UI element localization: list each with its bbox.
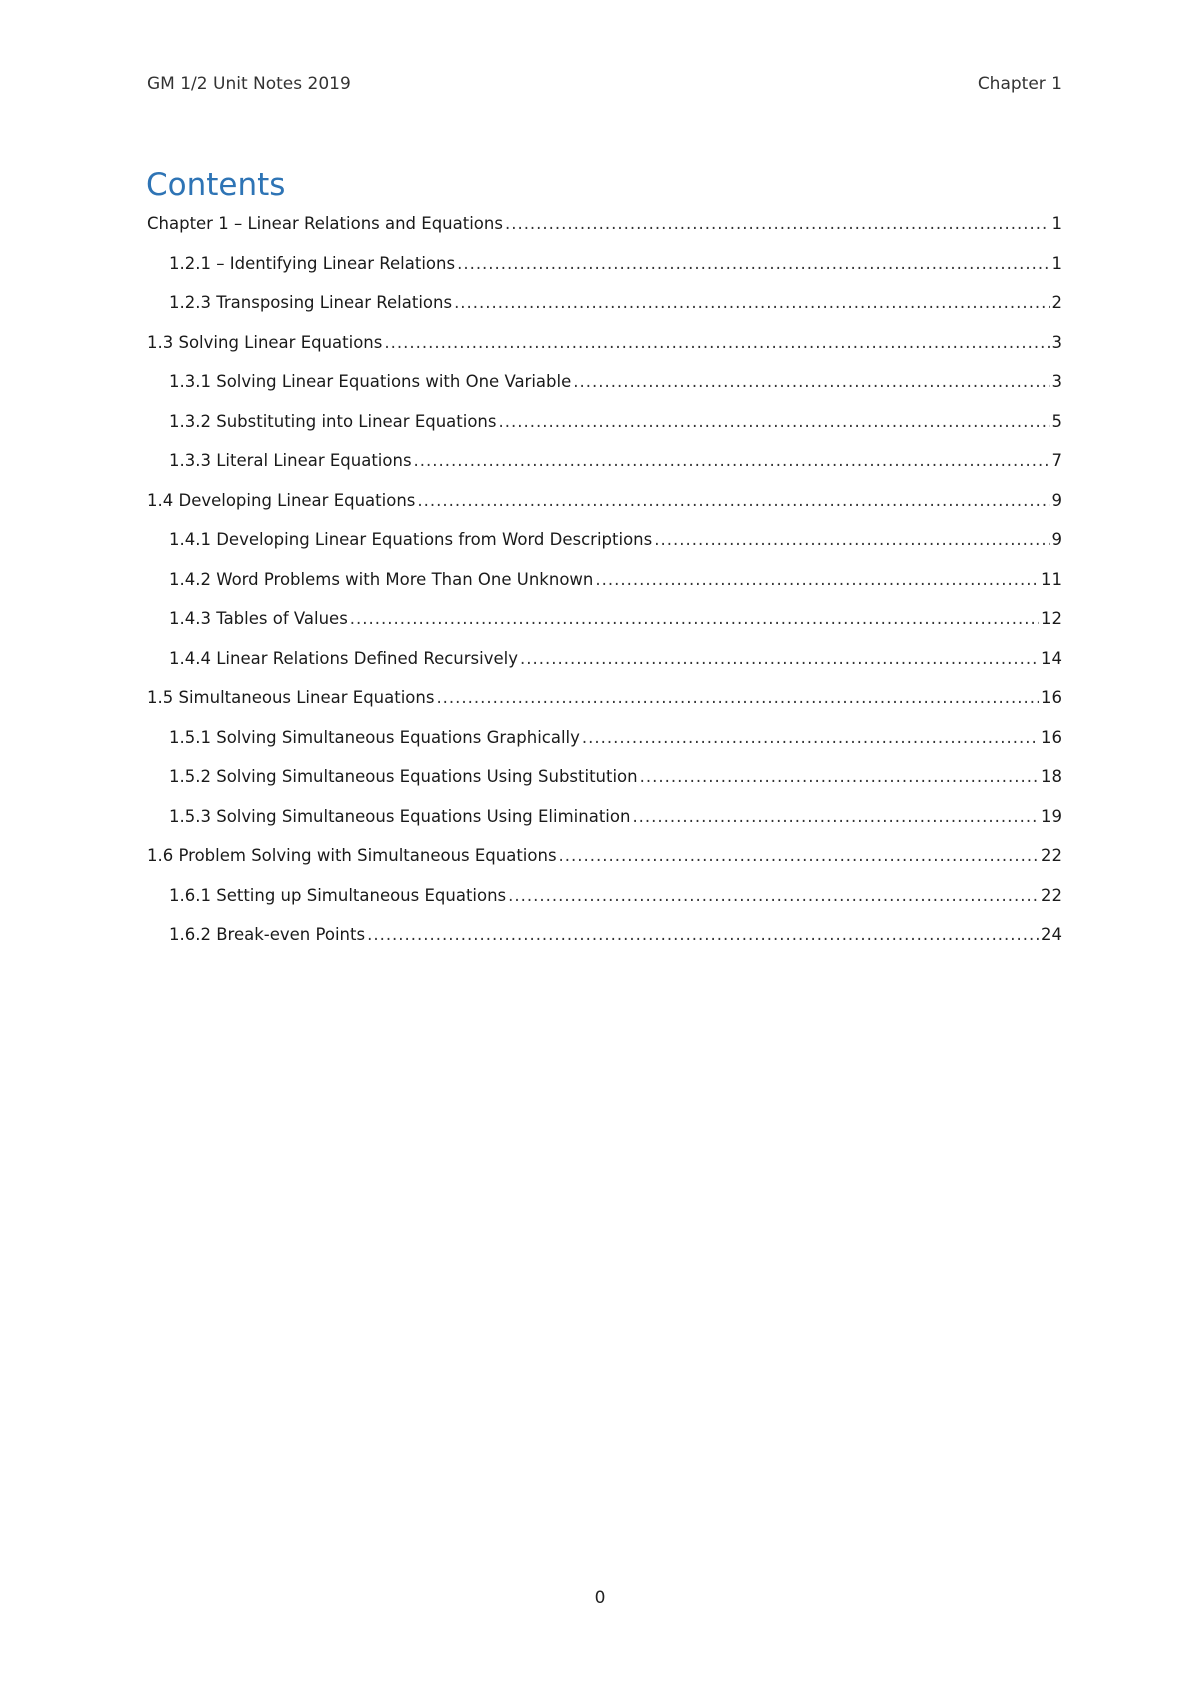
toc-entry[interactable] [147, 254, 1062, 294]
toc-entry-title[interactable]: 1.5.1 Solving Simultaneous Equations Graphically [169, 727, 580, 747]
toc-entry-page[interactable]: 3 [1051, 332, 1062, 352]
toc-entry-title[interactable]: 1.6 Problem Solving with Simultaneous Equations [147, 846, 557, 865]
toc-dot-leader [573, 372, 1049, 391]
toc-entry-title[interactable]: 1.3.2 Substituting into Linear Equations [169, 411, 497, 431]
toc-dot-leader [414, 451, 1050, 470]
toc-entry-title[interactable]: 1.6.1 Setting up Simultaneous Equations [169, 885, 507, 905]
toc-entry[interactable] [147, 293, 1062, 333]
toc-entry-page[interactable]: 1 [1051, 253, 1062, 273]
toc-entry-page[interactable]: 16 [1041, 727, 1062, 747]
page-header [147, 74, 1062, 94]
toc-entry-title[interactable]: 1.4 Developing Linear Equations [147, 490, 416, 510]
toc-dot-leader [457, 254, 1049, 273]
toc-entry-page[interactable]: 3 [1051, 372, 1062, 391]
toc-entry-title[interactable]: 1.4.4 Linear Relations Defined Recursively [169, 648, 518, 668]
table-of-contents [147, 214, 1062, 965]
toc-entry-page[interactable]: 24 [1041, 925, 1062, 944]
toc-dot-leader [508, 886, 1039, 905]
toc-entry-page[interactable]: 22 [1041, 846, 1062, 865]
toc-entry-title[interactable]: Chapter 1 – Linear Relations and Equations [147, 214, 503, 233]
toc-entry-page[interactable]: 22 [1041, 885, 1062, 905]
toc-entry[interactable] [147, 886, 1062, 926]
toc-entry-title[interactable]: 1.5.3 Solving Simultaneous Equations Using Elimination [169, 806, 631, 826]
toc-entry[interactable] [147, 925, 1062, 965]
toc-entry-page[interactable]: 12 [1041, 609, 1062, 628]
toc-dot-leader [632, 807, 1039, 826]
toc-entry[interactable] [147, 807, 1062, 847]
toc-dot-leader [417, 491, 1049, 510]
toc-entry-page[interactable]: 11 [1041, 569, 1062, 589]
toc-dot-leader [350, 609, 1039, 628]
toc-heading: Contents [146, 167, 286, 203]
toc-entry-title[interactable]: 1.5.2 Solving Simultaneous Equations Using Substitution [169, 767, 638, 786]
toc-entry-page[interactable]: 18 [1041, 767, 1062, 786]
toc-entry-title[interactable]: 1.6.2 Break-even Points [169, 925, 366, 944]
toc-entry[interactable] [147, 609, 1062, 649]
toc-entry[interactable] [147, 412, 1062, 452]
header-left-text: GM 1/2 Unit Notes 2019 [147, 74, 351, 94]
toc-dot-leader [520, 649, 1039, 668]
toc-entry-page[interactable]: 1 [1051, 214, 1062, 233]
toc-entry-title[interactable]: 1.4.3 Tables of Values [169, 609, 348, 628]
toc-entry-title[interactable]: 1.4.1 Developing Linear Equations from Word Descriptions [169, 530, 653, 549]
toc-entry-page[interactable]: 7 [1051, 451, 1062, 470]
toc-entry-title[interactable]: 1.3 Solving Linear Equations [147, 332, 383, 352]
toc-entry[interactable] [147, 530, 1062, 570]
toc-entry[interactable] [147, 372, 1062, 412]
toc-dot-leader [595, 570, 1039, 589]
toc-entry-title[interactable]: 1.2.1 – Identifying Linear Relations [169, 253, 456, 273]
toc-entry[interactable] [147, 214, 1062, 254]
toc-dot-leader [654, 530, 1049, 549]
toc-dot-leader [367, 925, 1039, 944]
toc-dot-leader [454, 293, 1049, 312]
toc-dot-leader [436, 688, 1039, 707]
toc-entry-title[interactable]: 1.5 Simultaneous Linear Equations [147, 688, 435, 707]
toc-dot-leader [640, 767, 1039, 786]
page-number: 0 [594, 1588, 606, 1608]
toc-dot-leader [582, 728, 1039, 747]
toc-dot-leader [505, 214, 1050, 233]
toc-entry[interactable] [147, 846, 1062, 886]
toc-entry-title[interactable]: 1.2.3 Transposing Linear Relations [169, 293, 453, 312]
toc-entry-title[interactable]: 1.3.3 Literal Linear Equations [169, 451, 412, 470]
toc-entry[interactable] [147, 451, 1062, 491]
toc-entry-page[interactable]: 14 [1041, 648, 1062, 668]
toc-entry-page[interactable]: 5 [1051, 411, 1062, 431]
header-right-text: Chapter 1 [977, 74, 1062, 94]
toc-entry[interactable] [147, 570, 1062, 610]
toc-dot-leader [499, 412, 1050, 431]
toc-entry-page[interactable]: 16 [1041, 688, 1062, 707]
toc-entry[interactable] [147, 491, 1062, 531]
toc-entry-title[interactable]: 1.3.1 Solving Linear Equations with One Variable [169, 372, 572, 391]
toc-entry[interactable] [147, 728, 1062, 768]
toc-dot-leader [559, 846, 1039, 865]
toc-entry-page[interactable]: 19 [1041, 806, 1062, 826]
toc-entry[interactable] [147, 333, 1062, 373]
toc-entry[interactable] [147, 767, 1062, 807]
toc-entry[interactable] [147, 649, 1062, 689]
toc-dot-leader [384, 333, 1049, 352]
toc-entry-page[interactable]: 9 [1051, 490, 1062, 510]
toc-entry-page[interactable]: 2 [1051, 293, 1062, 312]
toc-entry[interactable] [147, 688, 1062, 728]
toc-entry-title[interactable]: 1.4.2 Word Problems with More Than One Unknown [169, 569, 594, 589]
toc-entry-page[interactable]: 9 [1051, 530, 1062, 549]
